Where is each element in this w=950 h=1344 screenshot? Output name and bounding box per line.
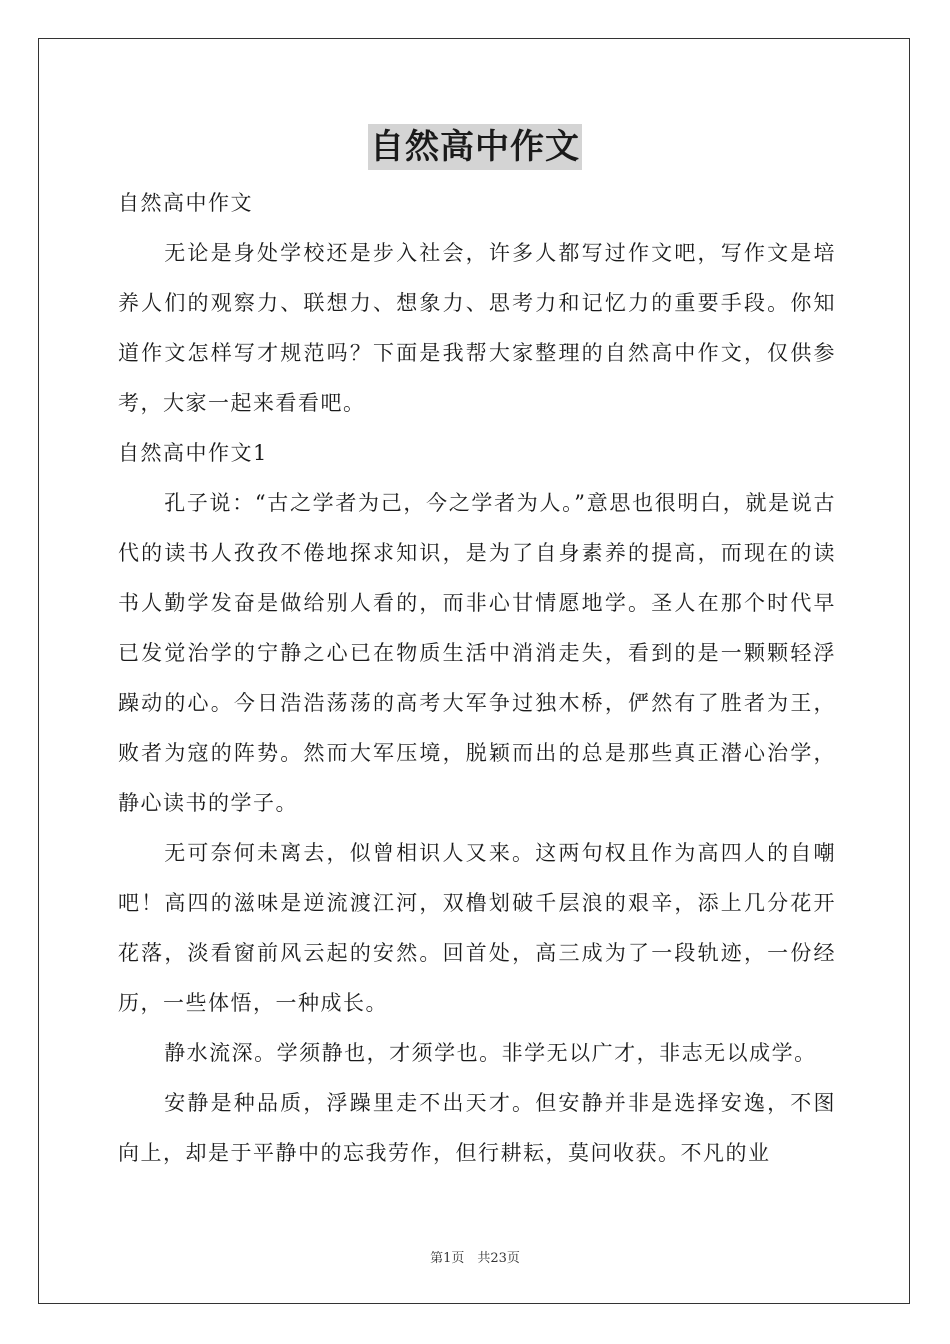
body-paragraph: 孔子说：“古之学者为己，今之学者为人。”意思也很明白，就是说古代的读书人孜孜不倦地探求知识，是为了自身素养的提高，而现在的读书人勤学发奋是做给别人看的，而非心甘情愿地学。圣人在那个时代早已发觉治学的宁静之心已在物质生活中消消走失，看到的是一颗颗轻浮躁动的心。今日浩浩荡荡的高考大军争过独木桥，俨然有了胜者为王，败者为寇的阵势。然而大军压境，脱颖而出的总是那些真正潜心治学，静心读书的学子。 (118, 491, 836, 815)
intro-paragraph: 无论是身处学校还是步入社会，许多人都写过作文吧，写作文是培养人们的观察力、联想力、想象力、思考力和记忆力的重要手段。你知道作文怎样写才规范吗？下面是我帮大家整理的自然高中作文，仅供参考，大家一起来看看吧。 (118, 241, 836, 415)
document-title-text: 自然高中作文 (368, 124, 582, 170)
document-body (118, 178, 836, 1178)
body-paragraph: 静水流深。学须静也，才须学也。非学无以广才，非志无以成学。 (164, 1041, 817, 1065)
page-footer: 第1页 共23页 (430, 1251, 520, 1266)
document-title (0, 124, 950, 170)
section-heading: 自然高中作文 (118, 191, 253, 215)
body-paragraph: 安静是种品质，浮躁里走不出天才。但安静并非是选择安逸，不图向上，却是于平静中的忘我劳作，但行耕耘，莫问收获。不凡的业 (118, 1091, 836, 1165)
essay-heading: 自然高中作文1 (118, 441, 268, 465)
body-paragraph: 无可奈何未离去，似曾相识人又来。这两句权且作为高四人的自嘲吧！高四的滋味是逆流渡江河，双橹划破千层浪的艰辛，添上几分花开花落，淡看窗前风云起的安然。回首处，高三成为了一段轨迹，一份经历，一些体悟，一种成长。 (118, 841, 836, 1015)
